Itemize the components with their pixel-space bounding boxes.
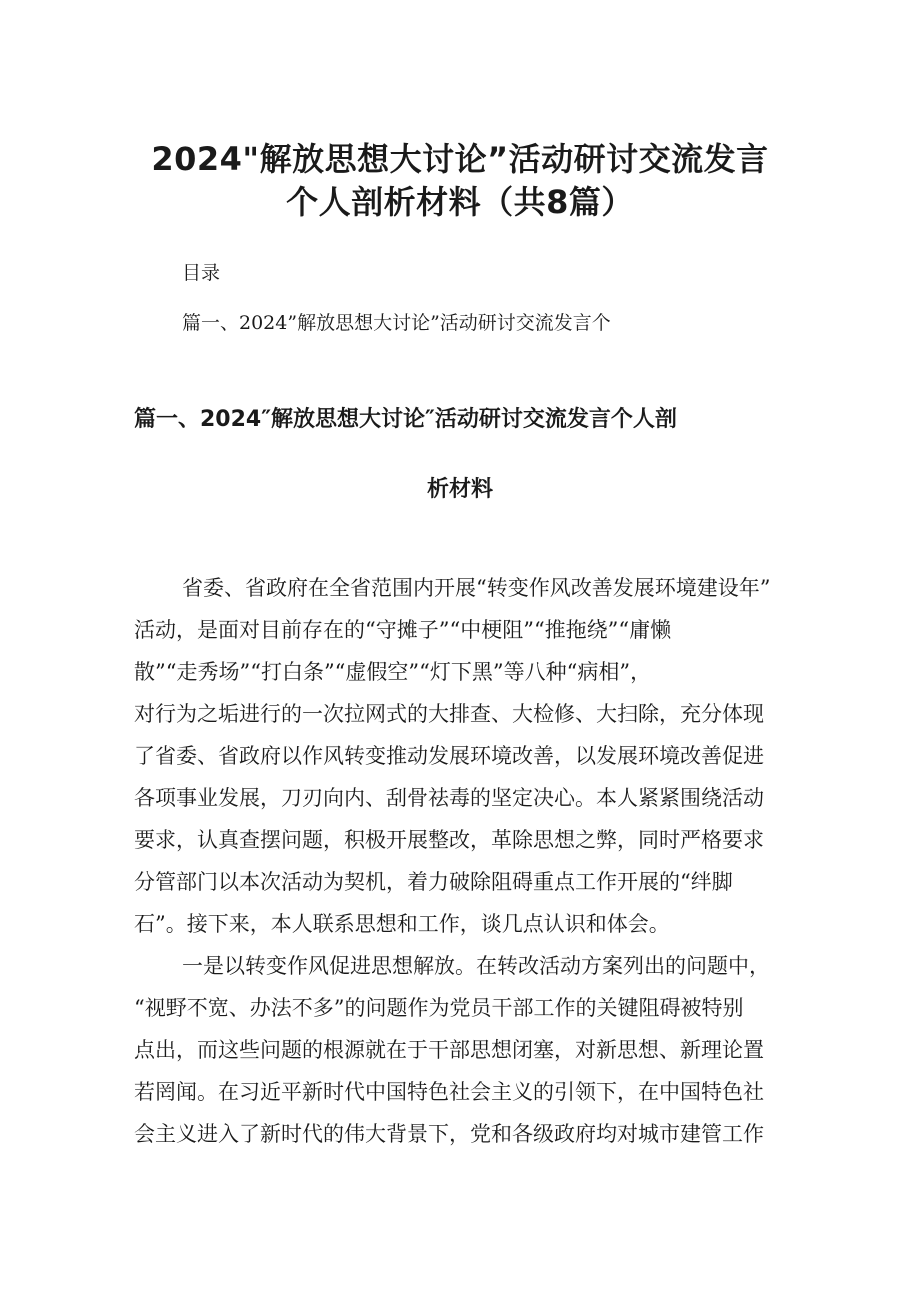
document-title-line-2: 个人剖析材料（共8篇） [286, 183, 634, 221]
paragraph-line: “视野不宽、办法不多”的问题作为党员干部工作的关键阻碍被特别 [134, 996, 744, 1020]
paragraph-line: 若罔闻。在习近平新时代中国特色社会主义的引领下，在中国特色社 [134, 1080, 764, 1104]
paragraph-line: 了省委、省政府以作风转变推动发展环境改善，以发展环境改善促进 [134, 744, 764, 768]
paragraph-line: 散”“走秀场”“打白条”“虚假空”“灯下黑”等八种“病相”， [134, 660, 652, 684]
paragraph-line: 活动，是面对目前存在的“守摊子”“中梗阻”“推拖绕”“庸懒 [134, 618, 672, 642]
paragraph-line: 点出，而这些问题的根源就在于干部思想闭塞，对新思想、新理论置 [134, 1038, 764, 1062]
document-title-line-1: 2024"解放思想大讨论”活动研讨交流发言 [151, 140, 769, 178]
section-heading-line-2: 析材料 [426, 477, 493, 502]
paragraph-line: 要求，认真查摆问题，积极开展整改，革除思想之弊，同时严格要求 [134, 828, 764, 852]
paragraph-line: 会主义进入了新时代的伟大背景下，党和各级政府均对城市建管工作 [134, 1122, 764, 1146]
paragraph-line: 石”。接下来，本人联系思想和工作，谈几点认识和体会。 [134, 912, 670, 936]
paragraph-line: 对行为之垢进行的一次拉网式的大排查、大检修、大扫除，充分体现 [134, 702, 764, 726]
section-heading-line-1: 篇一、2024″解放思想大讨论″活动研讨交流发言个人剖 [134, 407, 677, 432]
paragraph-line: 分管部门以本次活动为契机，着力破除阻碍重点工作开展的“绊脚 [134, 870, 733, 894]
paragraph-line: 一是以转变作风促进思想解放。在转改活动方案列出的问题中， [182, 954, 770, 978]
paragraph-line: 各项事业发展，刀刃向内、刮骨祛毒的坚定决心。本人紧紧围绕活动 [134, 786, 764, 810]
paragraph-line: 省委、省政府在全省范围内开展“转变作风改善发展环境建设年” [182, 576, 771, 600]
toc-item[interactable]: 篇一、2024”解放思想大讨论”活动研讨交流发言个 [182, 312, 611, 334]
toc-label: 目录 [182, 262, 221, 284]
